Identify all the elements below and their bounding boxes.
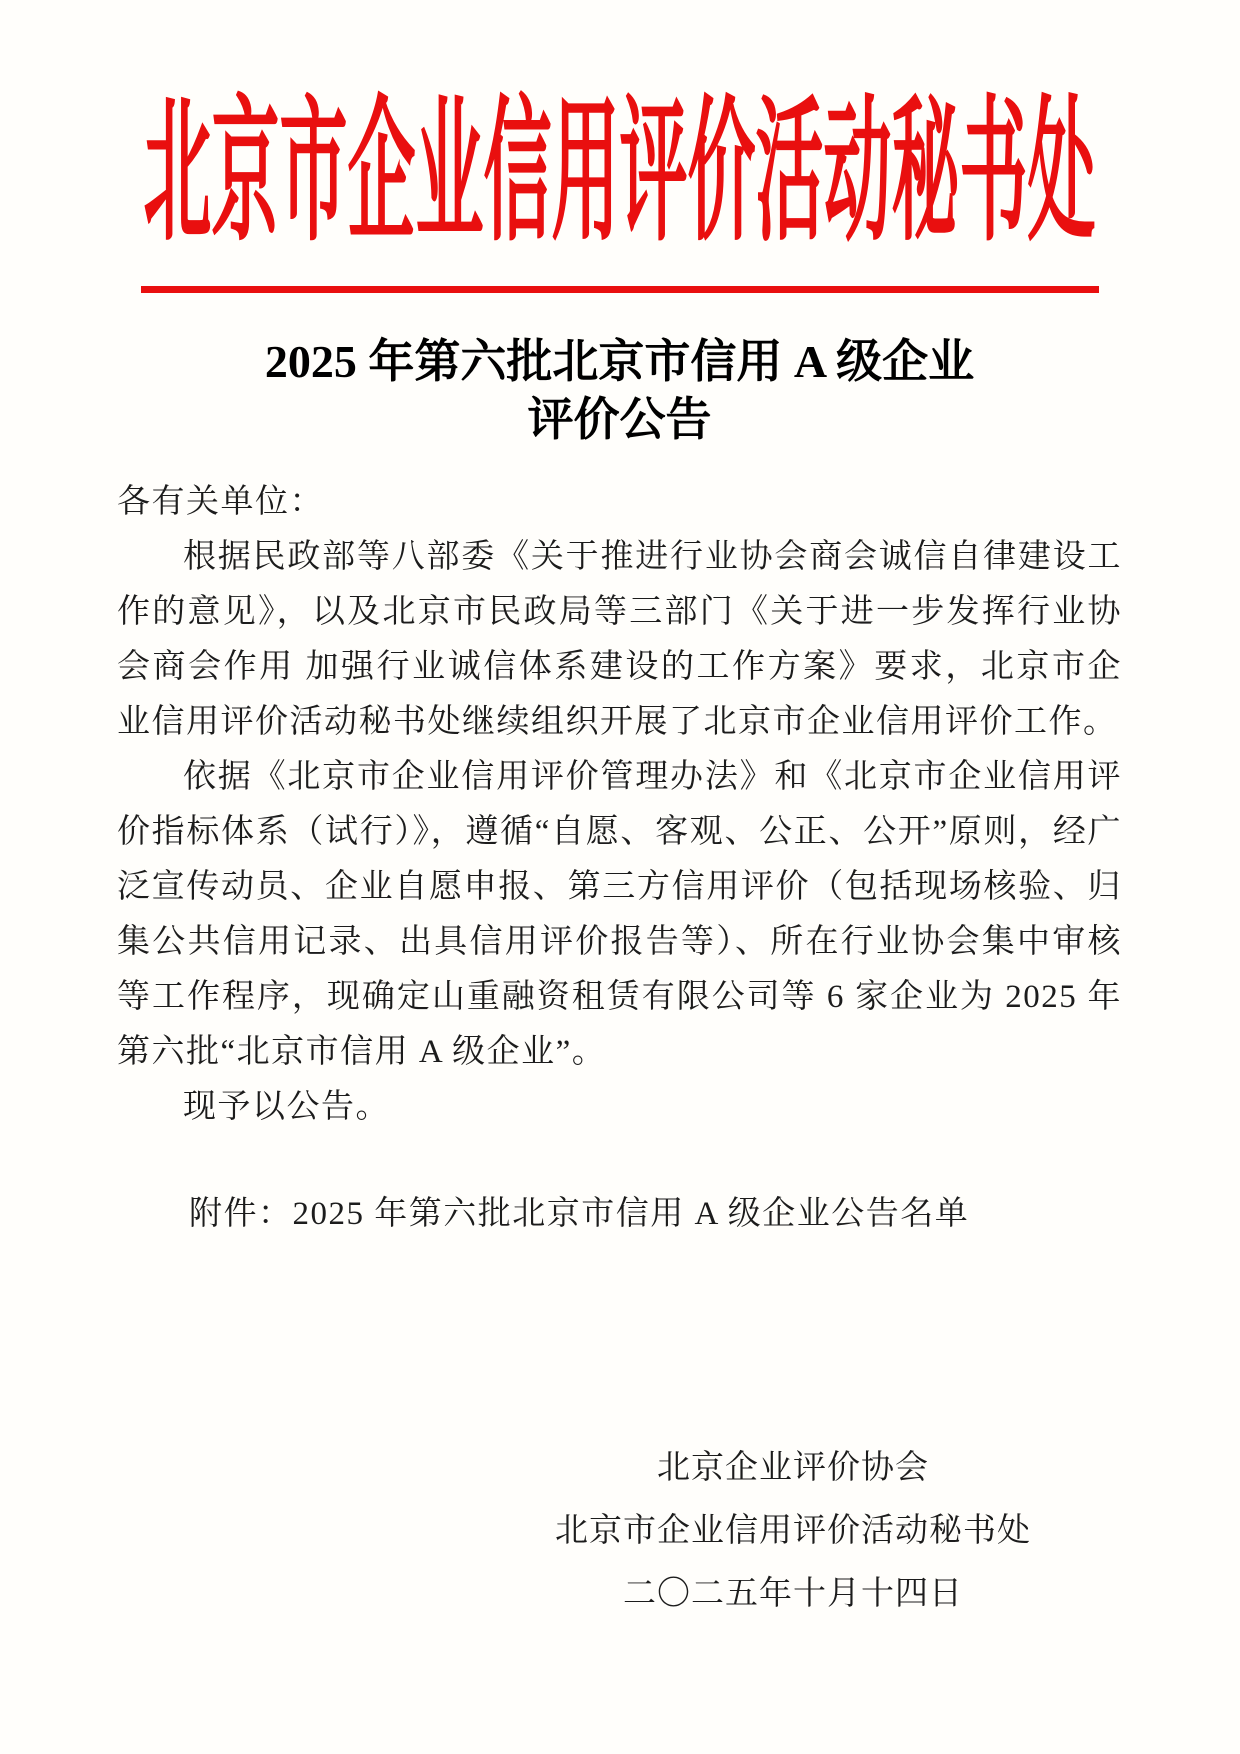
signature-org-1: 北京企业评价协会 xyxy=(657,1450,929,1486)
document-title-line1: 2025 年第六批北京市信用 A 级企业 xyxy=(264,336,975,387)
body-paragraph-3: 现予以公告。 xyxy=(183,1089,390,1125)
signature-org-2: 北京市企业信用评价活动秘书处 xyxy=(555,1513,1031,1549)
attachment-line: 附件：2025 年第六批北京市信用 A 级企业公告名单 xyxy=(189,1196,970,1232)
letterhead-rule xyxy=(141,286,1099,293)
letterhead xyxy=(117,85,1122,293)
signature-block xyxy=(553,1437,1033,1626)
document-title xyxy=(117,333,1122,449)
document-title-line2: 评价公告 xyxy=(527,394,712,445)
salutation: 各有关单位： xyxy=(117,484,324,520)
letterhead-banner xyxy=(117,85,1122,272)
org-banner-title: 北京市企业信用评价活动秘书处 xyxy=(143,85,1096,261)
body-paragraph-1: 根据民政部等八部委《关于推进行业协会商会诚信自律建设工作的意见》，以及北京市民政局等三部门《关于进一步发挥行业协会商会作用 加强行业诚信体系建设的工作方案》要求，北京市企业信用评价活动秘书处继续组织开展了北京市企业信用评价工作。 xyxy=(117,539,1122,740)
document-body xyxy=(117,475,1122,1626)
body-paragraph-2: 依据《北京市企业信用评价管理办法》和《北京市企业信用评价指标体系（试行）》，遵循“自愿、客观、公正、公开”原则，经广泛宣传动员、企业自愿申报、第三方信用评价（包括现场核验、归集公共信用记录、出具信用评价报告等）、所在行业协会集中审核等工作程序，现确定山重融资租赁有限公司等 6 家企业为 2025 年第六批“北京市信用 A 级企业”。 xyxy=(117,759,1122,1070)
signature-date: 二〇二五年十月十四日 xyxy=(623,1576,963,1612)
